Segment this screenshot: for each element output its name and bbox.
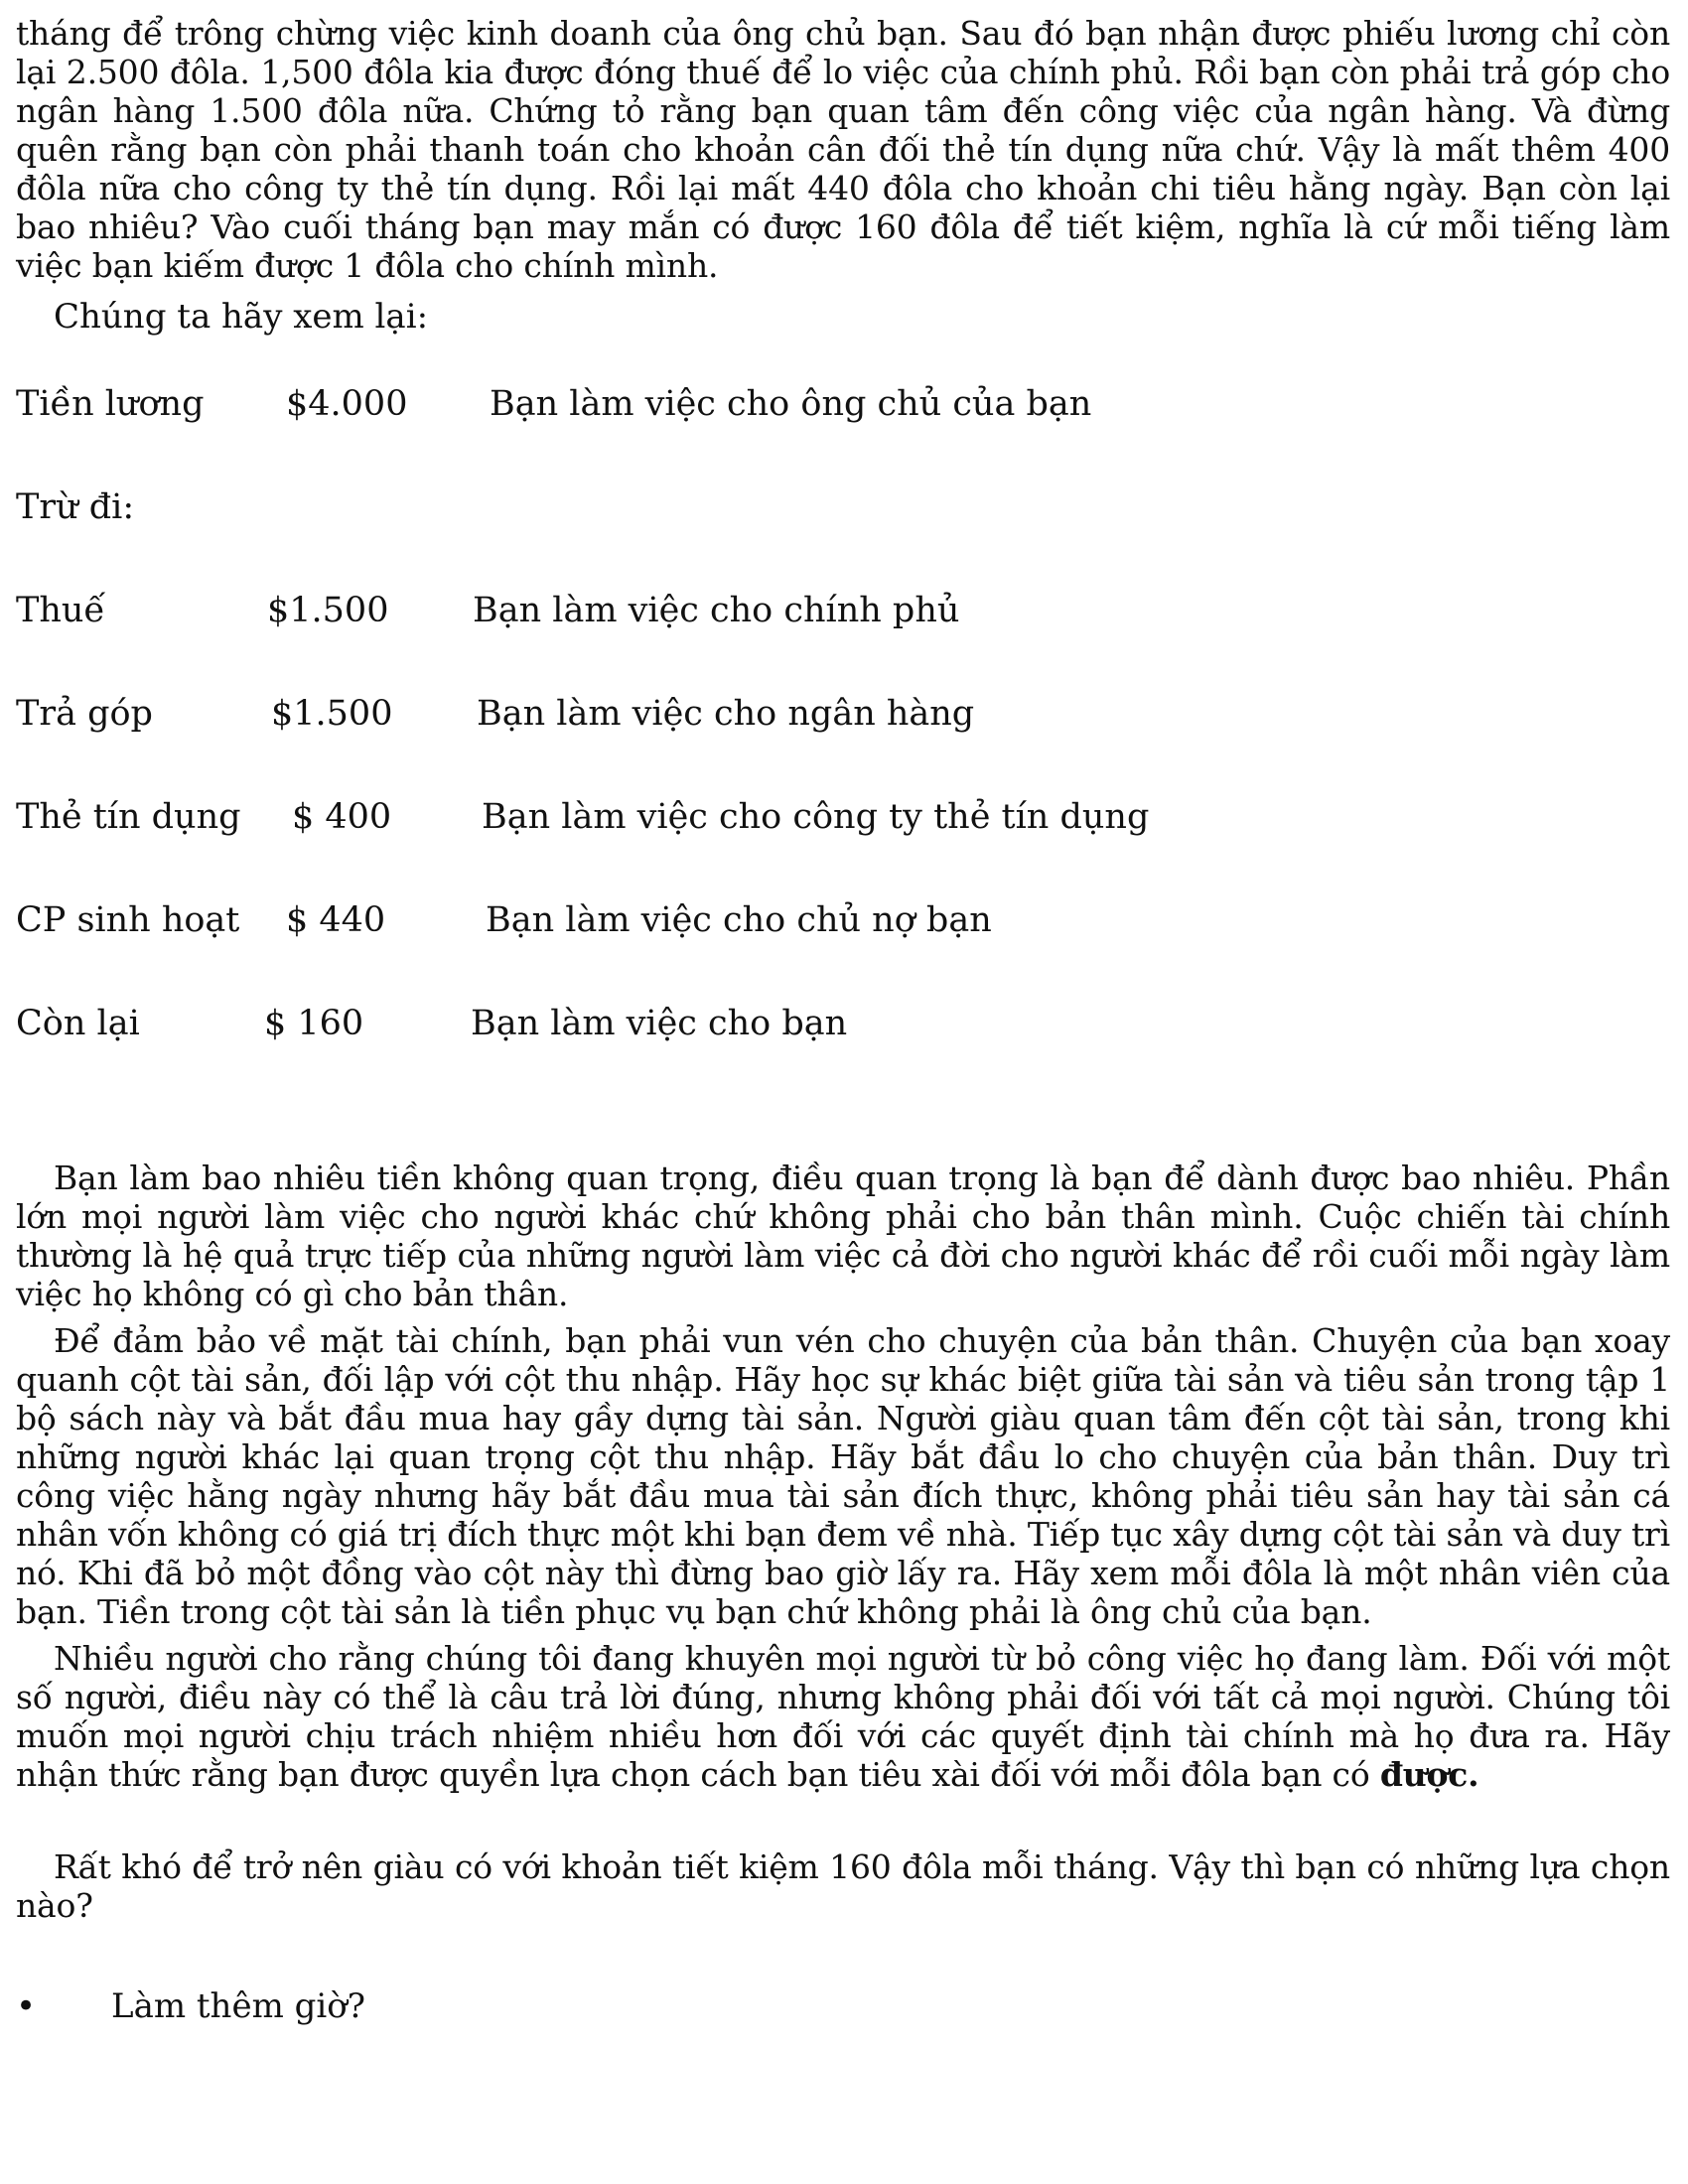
budget-note: Bạn làm việc cho công ty thẻ tín dụng bbox=[482, 797, 1150, 837]
budget-row-remaining bbox=[16, 1004, 1670, 1107]
bullet-text: Làm thêm giờ? bbox=[111, 1986, 365, 2026]
bullet-item bbox=[16, 1986, 1670, 2026]
budget-row-living-cost bbox=[16, 900, 1670, 1004]
budget-note: Bạn làm việc cho chủ nợ bạn bbox=[486, 900, 992, 940]
paragraph-choices bbox=[16, 1639, 1670, 1794]
budget-label: Tiền lương bbox=[16, 384, 205, 424]
budget-label: CP sinh hoạt bbox=[16, 900, 240, 940]
paragraph-choices-text: Nhiều người cho rằng chúng tôi đang khuyên mọi người từ bỏ công việc họ đang làm. Đối với một số người, điều này có thể là câu trả lời đúng, nhưng không phải đối với tất cả mọi người. Chúng tôi muốn mọi người chịu trách nhiệm nhiều hơn đối với các quyết định tài chính mà họ đưa ra. Hãy nhận thức rằng bạn được quyền lựa chọn cách bạn tiêu xài đối với mỗi đôla bạn có bbox=[16, 1639, 1670, 1794]
review-heading: Chúng ta hãy xem lại: bbox=[54, 297, 429, 337]
deduct-label: Trừ đi: bbox=[16, 487, 135, 527]
paragraph-savings: Bạn làm bao nhiêu tiền không quan trọng, điều quan trọng là bạn để dành được bao nhiêu. Phần lớn mọi người làm việc cho người khác chứ không phải cho bản thân mình. Cuộc chiến tài chính thường là hệ quả trực tiếp của những người làm việc cả đời cho người khác để rồi cuối mỗi ngày làm việc họ không có gì cho bản thân. bbox=[16, 1159, 1670, 1313]
paragraph-choices-bold: được. bbox=[1379, 1755, 1479, 1794]
budget-note: Bạn làm việc cho ông chủ của bạn bbox=[490, 384, 1092, 424]
document-page bbox=[16, 14, 1670, 2026]
budget-label: Trả góp bbox=[16, 694, 153, 734]
budget-amount: $1.500 bbox=[267, 591, 389, 630]
budget-amount: $4.000 bbox=[286, 384, 408, 424]
budget-label: Còn lại bbox=[16, 1004, 140, 1043]
budget-row-tax bbox=[16, 591, 1670, 694]
intro-paragraph: tháng để trông chừng việc kinh doanh của ông chủ bạn. Sau đó bạn nhận được phiếu lương chỉ còn lại 2.500 đôla. 1,500 đôla kia được đóng thuế để lo việc của chính phủ. Rồi bạn còn phải trả góp cho ngân hàng 1.500 đôla nữa. Chứng tỏ rằng bạn quan tâm đến công việc của ngân hàng. Và đừng quên rằng bạn còn phải thanh toán cho khoản cân đối thẻ tín dụng nữa chứ. Vậy là mất thêm 400 đôla nữa cho công ty thẻ tín dụng. Rồi lại mất 440 đôla cho khoản chi tiêu hằng ngày. Bạn còn lại bao nhiêu? Vào cuối tháng bạn may mắn có được 160 đôla để tiết kiệm, nghĩa là cứ mỗi tiếng làm việc bạn kiếm được 1 đôla cho chính mình. bbox=[16, 14, 1670, 285]
budget-label: Thẻ tín dụng bbox=[16, 797, 241, 837]
budget-row-credit-card bbox=[16, 797, 1670, 900]
budget-note: Bạn làm việc cho ngân hàng bbox=[477, 694, 975, 734]
bullet-icon: • bbox=[16, 1986, 37, 2026]
budget-amount: $ 160 bbox=[264, 1004, 364, 1043]
budget-amount: $ 440 bbox=[286, 900, 386, 940]
budget-amount: $1.500 bbox=[271, 694, 393, 734]
budget-note: Bạn làm việc cho chính phủ bbox=[473, 591, 960, 630]
budget-row-salary bbox=[16, 384, 1670, 487]
budget-note: Bạn làm việc cho bạn bbox=[471, 1004, 848, 1043]
paragraph-assets: Để đảm bảo về mặt tài chính, bạn phải vun vén cho chuyện của bản thân. Chuyện của bạn xoay quanh cột tài sản, đối lập với cột thu nhập. Hãy học sự khác biệt giữa tài sản và tiêu sản trong tập 1 bộ sách này và bắt đầu mua hay gầy dựng tài sản. Người giàu quan tâm đến cột tài sản, trong khi những người khác lại quan trọng cột thu nhập. Hãy bắt đầu lo cho chuyện của bản thân. Duy trì công việc hằng ngày nhưng hãy bắt đầu mua tài sản đích thực, không phải tiêu sản hay tài sản cá nhân vốn không có giá trị đích thực một khi bạn đem về nhà. Tiếp tục xây dựng cột tài sản và duy trì nó. Khi đã bỏ một đồng vào cột này thì đừng bao giờ lấy ra. Hãy xem mỗi đôla là một nhân viên của bạn. Tiền trong cột tài sản là tiền phục vụ bạn chứ không phải là ông chủ của bạn. bbox=[16, 1321, 1670, 1631]
paragraph-question: Rất khó để trở nên giàu có với khoản tiết kiệm 160 đôla mỗi tháng. Vậy thì bạn có những lựa chọn nào? bbox=[16, 1847, 1670, 1925]
budget-amount: $ 400 bbox=[292, 797, 392, 837]
budget-row-installment bbox=[16, 694, 1670, 797]
budget-label: Thuế bbox=[16, 591, 105, 630]
